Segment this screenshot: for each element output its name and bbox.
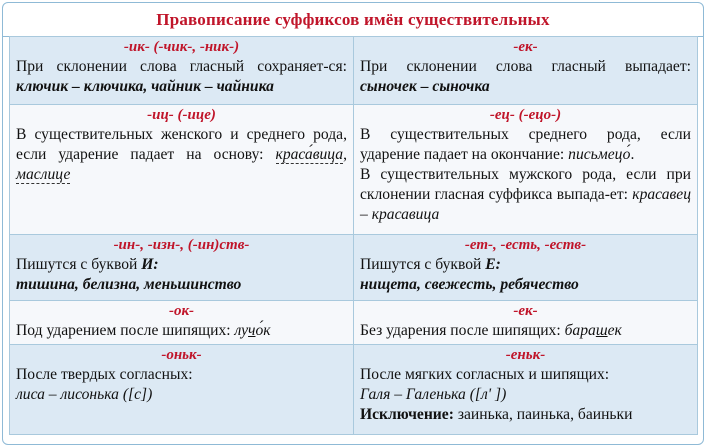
table-row bbox=[10, 301, 698, 345]
rule-text: Пишутся с буквой bbox=[360, 256, 482, 273]
rule-example-suffix: о́к bbox=[255, 322, 271, 339]
rule-example-root: ш bbox=[595, 322, 608, 339]
rule-example: тишина, белизна, меньшинство bbox=[16, 276, 242, 293]
rule-example: Галя – Галенька ([л' ]) bbox=[360, 386, 507, 403]
table-row bbox=[10, 37, 698, 105]
rule-example: ключик – ключика, чайник – чайника bbox=[16, 78, 274, 95]
suffix-heading: -ок- bbox=[168, 303, 195, 319]
rule-text: В существительных женского и среднего рода, если ударение падает на основу: bbox=[16, 126, 347, 163]
rule-example-1: краса́вица bbox=[275, 146, 344, 163]
rule-example: нищета, свежесть, ребячество bbox=[360, 276, 579, 293]
suffix-heading: -ик- (-чик-, -ник-) bbox=[123, 39, 240, 55]
rule-text: При склонении слова гласный выпадает: bbox=[360, 58, 691, 75]
rule-example-2: красавец – красавица bbox=[360, 186, 691, 223]
cell-ok bbox=[10, 301, 354, 345]
rule-example: лиса – лисонька ([с]) bbox=[16, 386, 153, 403]
suffix-heading: -еньк- bbox=[505, 347, 546, 363]
table-row bbox=[10, 345, 698, 435]
rule-text: При склонении слова гласный сохраняет-ся: bbox=[16, 58, 347, 75]
suffix-heading: -оньк- bbox=[161, 347, 202, 363]
suffix-heading: -ин-, -изн-, (-ин)ств- bbox=[113, 237, 250, 253]
rule-letter: Е: bbox=[485, 256, 501, 273]
exception-label: Исключение: bbox=[360, 406, 454, 423]
suffix-rules-table bbox=[9, 36, 698, 435]
suffix-heading: -ек- bbox=[513, 303, 538, 319]
suffix-heading: -иц- (-ице) bbox=[147, 107, 216, 123]
rule-text: Без ударения после шипящих: bbox=[360, 322, 561, 339]
rule-example-prefix: лу bbox=[234, 322, 249, 339]
table-row bbox=[10, 235, 698, 301]
rule-letter: И: bbox=[141, 256, 159, 273]
rule-example: сыночек – сыночка bbox=[360, 78, 490, 95]
cell-ik bbox=[10, 37, 354, 105]
table-title: Правописание суффиксов имён существительных bbox=[3, 3, 703, 37]
cell-et bbox=[354, 235, 698, 301]
rule-text: Под ударением после шипящих: bbox=[16, 322, 231, 339]
rule-example-suffix: ек bbox=[607, 322, 622, 339]
cell-in bbox=[10, 235, 354, 301]
suffix-heading: -ек- bbox=[513, 39, 538, 55]
rule-text: Пишутся с буквой bbox=[16, 256, 138, 273]
cell-onk bbox=[10, 345, 354, 435]
cell-enk bbox=[354, 345, 698, 435]
rules-table-frame bbox=[2, 2, 704, 445]
suffix-heading: -ет-, -есть, -еств- bbox=[464, 237, 587, 253]
rule-example-prefix: бара bbox=[564, 322, 596, 339]
cell-ek-2 bbox=[354, 301, 698, 345]
rule-example-2: маслице bbox=[16, 166, 71, 183]
rule-text-2: В существительных мужского рода, если при склонении гласная суффикса выпада-ет: bbox=[360, 166, 691, 203]
rule-text-1: В существительных среднего рода, если ударение падает на окончание: bbox=[360, 126, 691, 163]
cell-ek-1 bbox=[354, 37, 698, 105]
example-separator: , bbox=[343, 146, 347, 163]
exception-text: заинька, паинька, баиньки bbox=[457, 406, 633, 423]
suffix-heading: -ец- (-ецо-) bbox=[489, 107, 562, 123]
rule-text: После мягких согласных и шипящих: bbox=[360, 366, 610, 383]
rule-text: После твердых согласных: bbox=[16, 366, 193, 383]
rule-example-root: ч bbox=[248, 322, 256, 339]
table-row bbox=[10, 105, 698, 235]
cell-ets bbox=[354, 105, 698, 235]
rule-end: . bbox=[630, 146, 635, 163]
rule-example-1: письмецо́ bbox=[568, 146, 631, 163]
cell-its bbox=[10, 105, 354, 235]
